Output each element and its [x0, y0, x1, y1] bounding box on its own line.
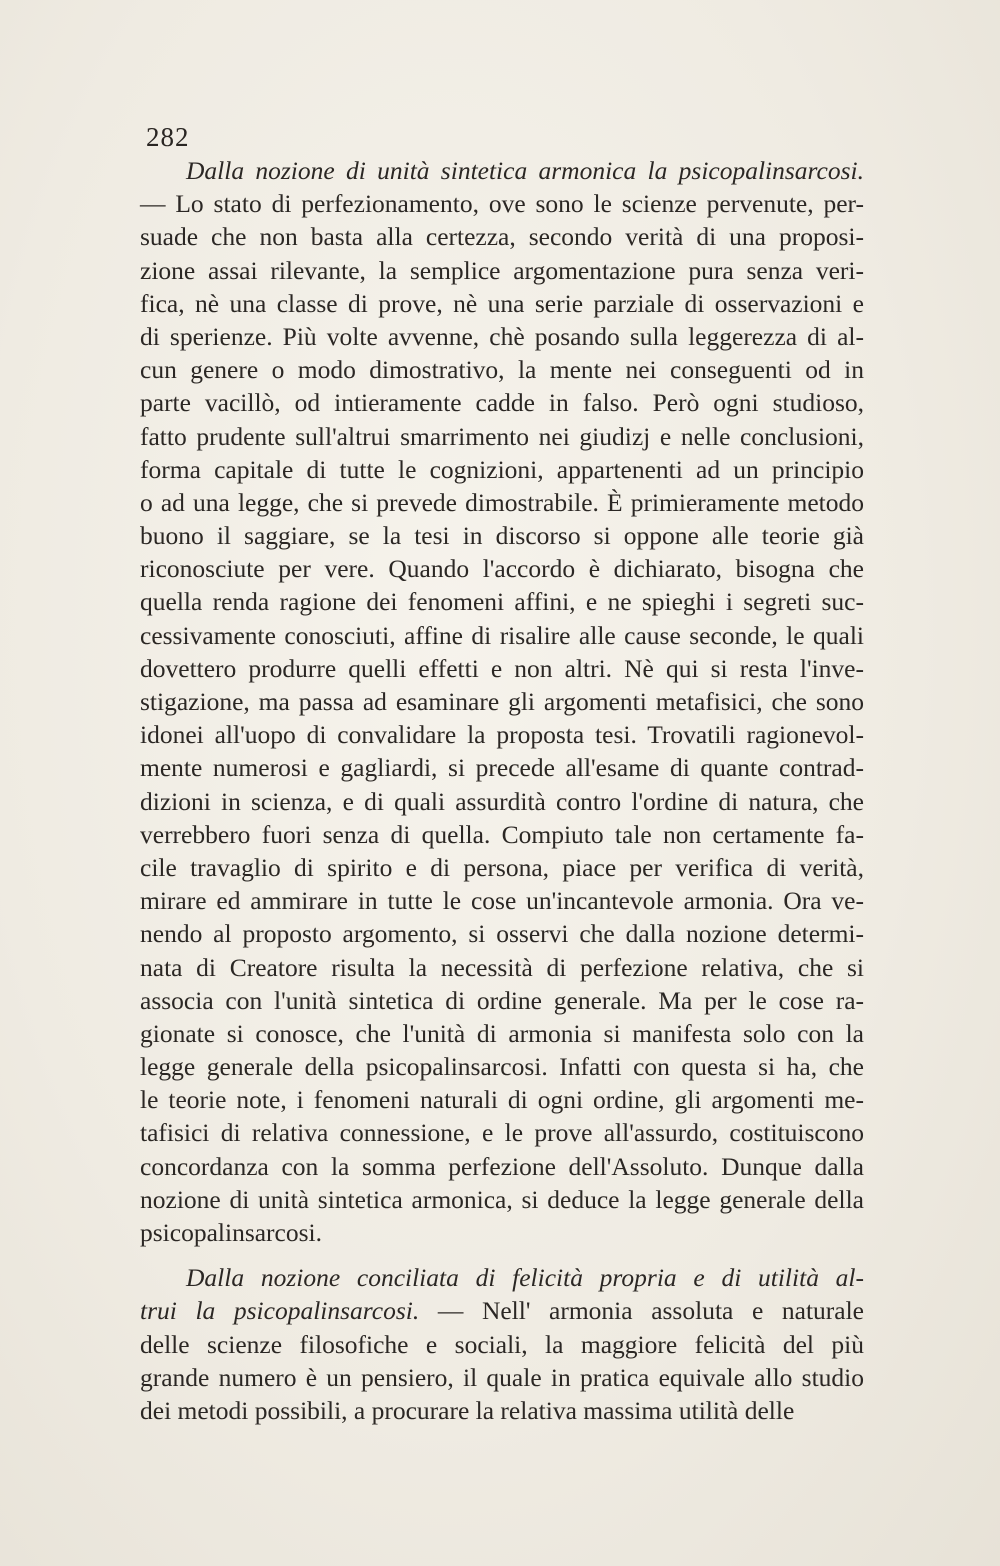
text-line	[140, 1361, 864, 1394]
text-line	[140, 652, 864, 685]
text-line	[140, 951, 864, 984]
text-line	[140, 685, 864, 718]
text-line	[140, 1216, 864, 1249]
text-run: nata di Creatore risulta la necessità di perfezione relativa, che si	[140, 952, 864, 982]
italic-heading: Dalla nozione di unità sintetica armonica la psicopalinsarcosi.	[186, 156, 864, 185]
text-line	[140, 519, 864, 552]
text-run: mirare ed ammirare in tutte le cose un'incantevole armonia. Ora ve-	[140, 886, 864, 916]
text-run: fatto prudente sull'altrui smarrimento nei giudizj e nelle conclusioni,	[140, 421, 864, 451]
paragraph-gap	[140, 1249, 864, 1261]
text-run: o ad una legge, che si prevede dimostrabile. È primieramente metodo	[140, 487, 864, 517]
text-run: delle scienze filosofiche e sociali, la maggiore felicità del più	[140, 1329, 864, 1359]
text-line	[140, 1294, 864, 1327]
text-run: stigazione, ma passa ad esaminare gli argomenti metafisici, che sono	[140, 687, 864, 716]
text-line	[140, 1083, 864, 1116]
body-text	[140, 154, 864, 1427]
text-line	[140, 353, 864, 386]
page-number: 282	[146, 122, 190, 152]
text-run: nozione di unità sintetica armonica, si deduce la legge generale della	[140, 1184, 864, 1214]
text-run: forma capitale di tutte le cognizioni, appartenenti ad un principio	[140, 454, 864, 484]
text-run: parte vacillò, od intieramente cadde in falso. Però ogni studioso,	[140, 388, 864, 418]
text-run: nendo al proposto argomento, si osservi che dalla nozione determi-	[140, 919, 864, 949]
paragraph	[140, 1261, 864, 1427]
text-line	[140, 718, 864, 751]
text-run: cessivamente conosciuti, affine di risalire alle cause seconde, le quali	[140, 620, 864, 650]
text-run: dei metodi possibili, a procurare la relativa massima utilità delle	[140, 1395, 795, 1425]
italic-heading: trui la psicopalinsarcosi.	[140, 1296, 420, 1326]
text-line	[140, 386, 864, 419]
text-run: buono il saggiare, se la tesi in discorso si oppone alle teorie già	[140, 521, 864, 551]
text-run: riconosciute per vere. Quando l'accordo è dichiarato, bisogna che	[140, 554, 864, 584]
text-line	[140, 552, 864, 585]
text-line	[140, 1150, 864, 1183]
text-line	[140, 320, 864, 353]
text-run: fica, nè una classe di prove, nè una serie parziale di osservazioni e	[140, 288, 864, 318]
text-line	[140, 1017, 864, 1050]
text-line	[140, 751, 864, 784]
text-line	[140, 1328, 864, 1361]
text-line	[140, 585, 864, 618]
text-line	[140, 154, 864, 187]
text-run: gionate si conosce, che l'unità di armonia si manifesta solo con la	[140, 1018, 864, 1048]
text-run: dizioni in scienza, e di quali assurdità contro l'ordine di natura, che	[140, 786, 864, 816]
text-line	[140, 420, 864, 453]
text-run: psicopalinsarcosi.	[140, 1218, 322, 1247]
text-run: suade che non basta alla certezza, secondo verità di una proposi-	[140, 222, 864, 252]
text-line	[140, 1050, 864, 1083]
text-run: grande numero è un pensiero, il quale in pratica equivale allo studio	[140, 1362, 864, 1392]
text-run: di sperienze. Più volte avvenne, chè posando sulla leggerezza di al-	[140, 321, 864, 351]
paragraph	[140, 154, 864, 1249]
text-run: — Nell' armonia assoluta e naturale	[419, 1296, 864, 1326]
text-run: — Lo stato di perfezionamento, ove sono le scienze pervenute, per-	[140, 189, 864, 219]
text-line	[140, 187, 864, 220]
text-run: mente numerosi e gagliardi, si precede all'esame di quante contrad-	[140, 753, 864, 783]
text-line	[140, 1116, 864, 1149]
text-run: dovettero produrre quelli effetti e non altri. Nè qui si resta l'inve-	[140, 653, 864, 683]
text-line	[140, 486, 864, 519]
text-line	[140, 1261, 864, 1294]
text-run: cun genere o modo dimostrativo, la mente nei conseguenti od in	[140, 355, 864, 385]
text-line	[140, 851, 864, 884]
text-line	[140, 785, 864, 818]
text-line	[140, 1183, 864, 1216]
text-line	[140, 917, 864, 950]
text-run: concordanza con la somma perfezione dell'Assoluto. Dunque dalla	[140, 1151, 864, 1181]
text-run: tafisici di relativa connessione, e le prove all'assurdo, costituiscono	[140, 1118, 864, 1148]
text-run: cile travaglio di spirito e di persona, piace per verifica di verità,	[140, 852, 864, 882]
text-line	[140, 984, 864, 1017]
text-line	[140, 619, 864, 652]
text-line	[140, 884, 864, 917]
text-run: legge generale della psicopalinsarcosi. Infatti con questa si ha, che	[140, 1052, 864, 1082]
text-run: le teorie note, i fenomeni naturali di ogni ordine, gli argomenti me-	[140, 1085, 864, 1115]
text-run: verrebbero fuori senza di quella. Compiuto tale non certamente fa-	[140, 819, 864, 849]
text-line	[140, 254, 864, 287]
text-line	[140, 453, 864, 486]
text-run: associa con l'unità sintetica di ordine generale. Ma per le cose ra-	[140, 985, 864, 1015]
text-line	[140, 1394, 864, 1427]
text-run: zione assai rilevante, la semplice argomentazione pura senza veri-	[140, 255, 864, 285]
text-run: idonei all'uopo di convalidare la proposta tesi. Trovatili ragionevol-	[140, 720, 864, 750]
text-line	[140, 220, 864, 253]
text-line	[140, 818, 864, 851]
text-run: quella renda ragione dei fenomeni affini, e ne spieghi i segreti suc-	[140, 587, 864, 617]
text-line	[140, 287, 864, 320]
italic-heading: Dalla nozione conciliata di felicità propria e di utilità al-	[186, 1263, 864, 1293]
